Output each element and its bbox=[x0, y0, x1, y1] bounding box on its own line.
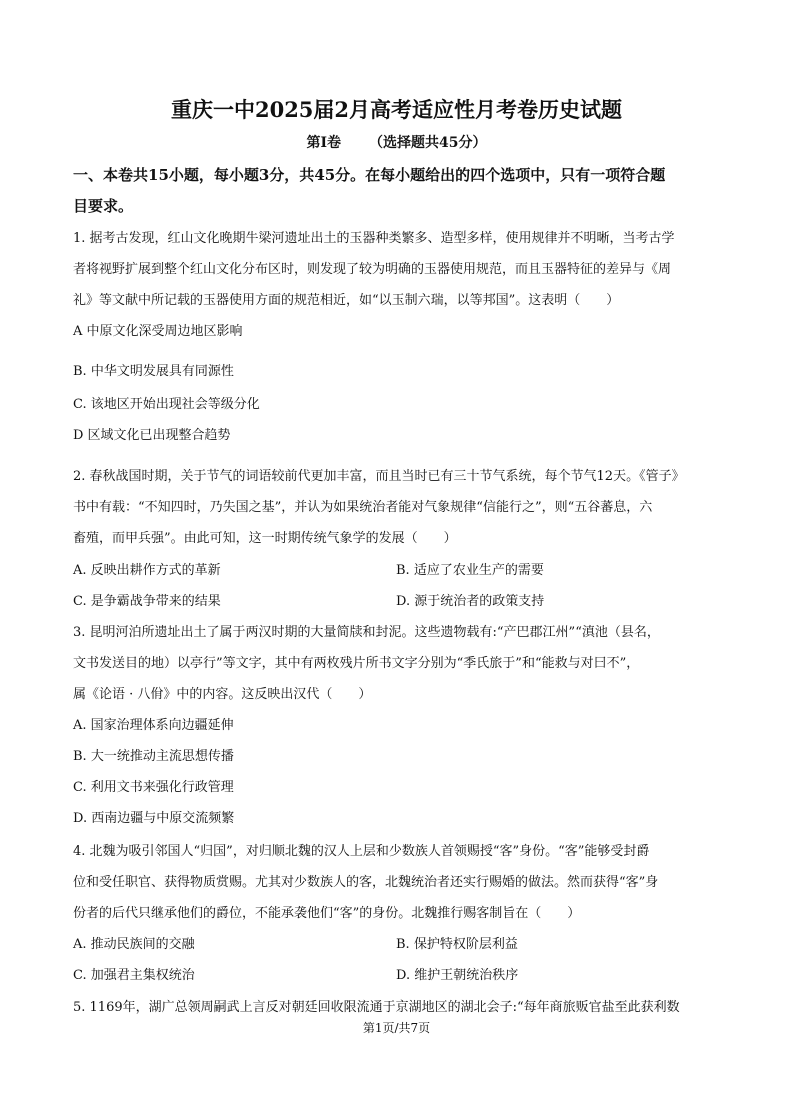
q3-stem-line: 文书发送目的地）以亭行”等文字，其中有两枚残片所书文字分别为“季氏旅于”和“能救与对曰不”， bbox=[73, 656, 640, 671]
part-label: 第Ⅰ卷 bbox=[306, 135, 342, 151]
q4-stem-line: 4. 北魏为吸引邻国人“归国”，对归顺北魏的汉人上层和少数族人首领赐授“客”身份。“客”能够受封爵 bbox=[73, 844, 650, 859]
q3-stem-line: 3. 昆明河泊所遗址出土了属于两汉时期的大量简牍和封泥。这些遗物载有:“产巴郡江州”“滇池（县名， bbox=[73, 625, 660, 640]
q4-option-c: C. 加强君主集权统治 bbox=[73, 968, 195, 983]
q3-option-c: C. 利用文书来强化行政管理 bbox=[73, 780, 234, 795]
q3-option-a: A. 国家治理体系向边疆延伸 bbox=[73, 718, 234, 733]
q2-option-b: B. 适应了农业生产的需要 bbox=[396, 563, 544, 578]
q1-stem-line: 礼》等文献中所记载的玉器使用方面的规范相近，如“以玉制六瑞，以等邦国”。这表明（ ） bbox=[73, 293, 620, 308]
q2-option-a: A. 反映出耕作方式的革新 bbox=[73, 563, 221, 578]
part-description: （选择题共45分） bbox=[369, 135, 487, 151]
q4-option-d: D. 维护王朝统治秩序 bbox=[396, 968, 519, 983]
q3-option-b: B. 大一统推动主流思想传播 bbox=[73, 749, 234, 764]
q4-stem-line: 位和受任职官、获得物质赏赐。尤其对少数族人的客，北魏统治者还实行赐婚的做法。然而获得“客”身 bbox=[73, 875, 659, 890]
exam-title: 重庆一中2025届2月高考适应性月考卷历史试题 bbox=[170, 97, 623, 122]
q4-stem-line: 份者的后代只继承他们的爵位，不能承袭他们“客”的身份。北魏推行赐客制旨在（ ） bbox=[73, 906, 581, 921]
section-instruction-line-2: 目要求。 bbox=[73, 197, 134, 215]
q5-stem-line: 5. 1169年，湖广总领周嗣武上言反对朝廷回收限流通于京湖地区的湖北会子:“每年商旅贩官盐至此获利数 bbox=[73, 1000, 680, 1015]
q1-stem-line: 1. 据考古发现，红山文化晚期牛梁河遗址出土的玉器种类繁多、造型多样，使用规律并不明晰，当考古学 bbox=[73, 231, 675, 246]
q3-stem-line: 属《论语 · 八佾》中的内容。这反映出汉代（ ） bbox=[73, 687, 372, 702]
q2-option-d: D. 源于统治者的政策支持 bbox=[396, 594, 545, 609]
q3-option-d: D. 西南边疆与中原交流频繁 bbox=[73, 811, 235, 826]
section-instruction-line-1: 一、本卷共15小题，每小题3分，共45分。在每小题给出的四个选项中，只有一项符合题 bbox=[73, 166, 666, 184]
page-number: 第1页/共7页 bbox=[362, 1021, 431, 1035]
q2-option-c: C. 是争霸战争带来的结果 bbox=[73, 594, 221, 609]
q1-option-b: B. 中华文明发展具有同源性 bbox=[73, 364, 234, 379]
q1-stem-line: 者将视野扩展到整个红山文化分布区时，则发现了较为明确的玉器使用规范，而且玉器特征的差异与《周 bbox=[73, 262, 672, 277]
q4-option-b: B. 保护特权阶层利益 bbox=[396, 937, 518, 952]
q1-option-c: C. 该地区开始出现社会等级分化 bbox=[73, 397, 260, 412]
q1-option-a: A 中原文化深受周边地区影响 bbox=[73, 324, 243, 339]
q4-option-a: A. 推动民族间的交融 bbox=[73, 937, 195, 952]
q2-stem-line: 书中有载：“不知四时，乃失国之基”，并认为如果统治者能对气象规律“信能行之”，则“五谷蕃息，六 bbox=[73, 500, 653, 515]
q2-stem-line: 畜殖，而甲兵强”。由此可知，这一时期传统气象学的发展（ ） bbox=[73, 531, 457, 546]
part-heading bbox=[0, 133, 793, 153]
q1-option-d: D 区域文化已出现整合趋势 bbox=[73, 428, 231, 443]
q2-stem-line: 2. 春秋战国时期，关于节气的词语较前代更加丰富，而且当时已有三十节气系统，每个节气12天。《管子》 bbox=[73, 469, 685, 484]
